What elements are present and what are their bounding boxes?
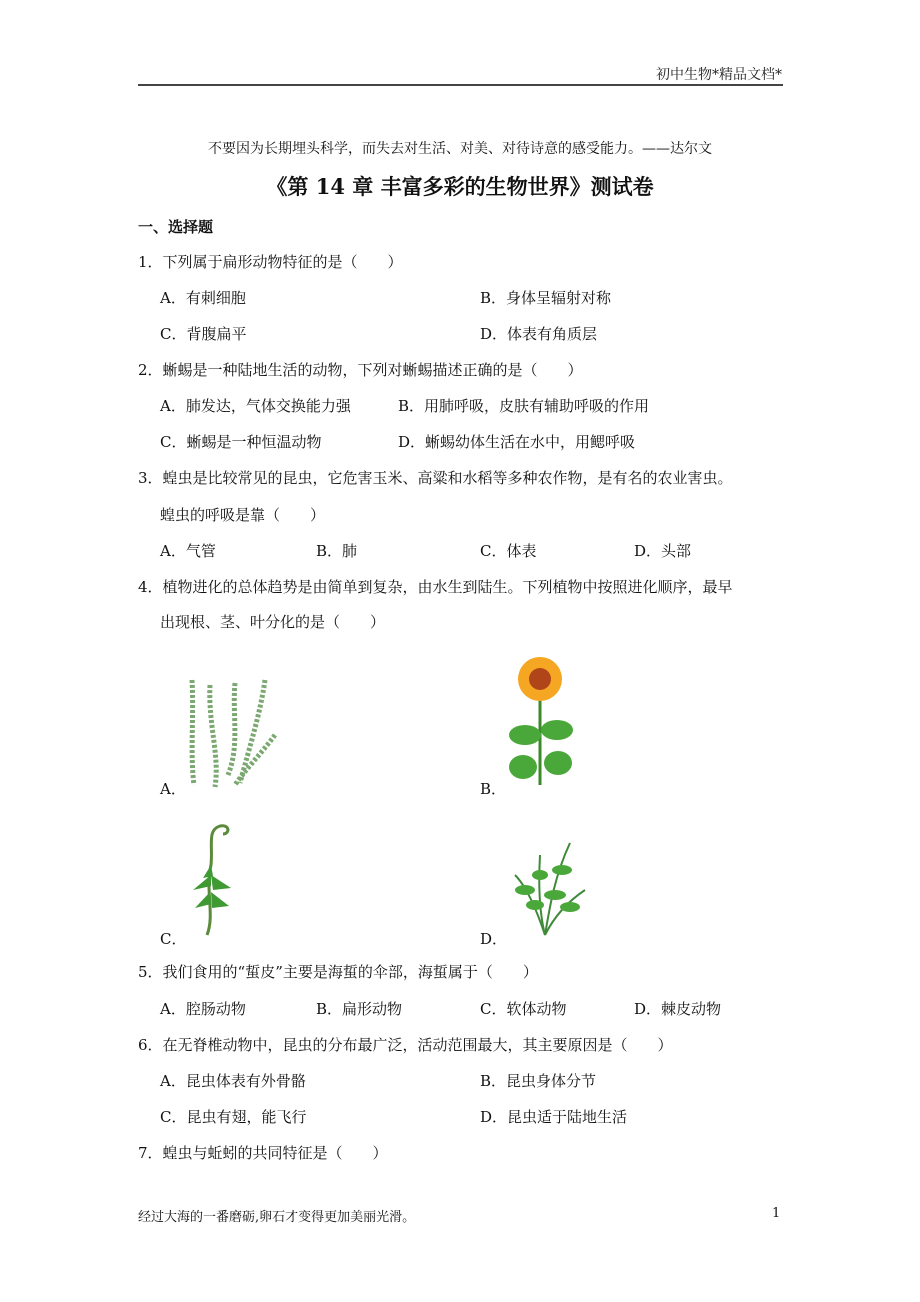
option: C．体表 xyxy=(480,542,537,560)
option: D．体表有角质层 xyxy=(480,325,598,343)
option: A．肺发达，气体交换能力强 xyxy=(160,397,351,415)
option: C．蜥蜴是一种恒温动物 xyxy=(160,433,322,451)
option: C． xyxy=(160,930,187,948)
option: A．腔肠动物 xyxy=(160,1000,246,1018)
header-rule xyxy=(138,84,783,86)
option: C．背腹扁平 xyxy=(160,325,247,343)
option: D．头部 xyxy=(634,542,692,560)
question-stem: 7．蝗虫与蚯蚓的共同特征是（ ） xyxy=(138,1144,388,1162)
option: B．昆虫身体分节 xyxy=(480,1072,597,1090)
question-stem: 6．在无脊椎动物中，昆虫的分布最广泛，活动范围最大，其主要原因是（ ） xyxy=(138,1036,673,1054)
footer-text: 经过大海的一番磨砺,卵石才变得更加美丽光滑。 xyxy=(138,1210,416,1225)
option: A．有刺细胞 xyxy=(160,289,246,307)
question-stem: 3．蝗虫是比较常见的昆虫，它危害玉米、高粱和水稻等多种农作物，是有名的农业害虫。 xyxy=(138,469,733,487)
question-stem: 1．下列属于扁形动物特征的是（ ） xyxy=(138,253,403,271)
option: D．昆虫适于陆地生活 xyxy=(480,1108,628,1126)
option: C．昆虫有翅，能飞行 xyxy=(160,1108,307,1126)
section-heading: 一、选择题 xyxy=(138,218,214,236)
quote: 不要因为长期埋头科学，而失去对生活、对美、对待诗意的感受能力。——达尔文 xyxy=(208,141,712,157)
page-number: 1 xyxy=(772,1206,781,1221)
option: C．软体动物 xyxy=(480,1000,567,1018)
algae-image xyxy=(180,675,280,790)
question-stem: 5．我们食用的“蜇皮”主要是海蜇的伞部，海蜇属于（ ） xyxy=(138,963,538,981)
sunflower-image xyxy=(505,655,575,790)
option: A．气管 xyxy=(160,542,216,560)
option: D． xyxy=(480,930,508,948)
option: D．棘皮动物 xyxy=(634,1000,722,1018)
question-stem: 4．植物进化的总体趋势是由简单到复杂，由水生到陆生。下列植物中按照进化顺序，最早 xyxy=(138,578,733,596)
header-label: 初中生物*精品文档* xyxy=(656,67,782,83)
question-stem: 2．蜥蜴是一种陆地生活的动物，下列对蜥蜴描述正确的是（ ） xyxy=(138,361,583,379)
option: B．扁形动物 xyxy=(316,1000,403,1018)
option: B．肺 xyxy=(316,542,358,560)
option: A．昆虫体表有外骨骼 xyxy=(160,1072,306,1090)
option: B．用肺呼吸，皮肤有辅助呼吸的作用 xyxy=(398,397,650,415)
moss-image xyxy=(185,820,240,940)
option: B． xyxy=(480,780,507,798)
option: A． xyxy=(160,780,186,798)
option: B．身体呈辐射对称 xyxy=(480,289,612,307)
page-title: 《第 14 章 丰富多彩的生物世界》测试卷 xyxy=(266,174,654,199)
fern-image xyxy=(510,835,590,940)
question-stem-cont: 出现根、茎、叶分化的是（ ） xyxy=(160,613,386,631)
question-stem-cont: 蝗虫的呼吸是靠（ ） xyxy=(160,506,326,524)
option: D．蜥蜴幼体生活在水中，用鳃呼吸 xyxy=(398,433,636,451)
